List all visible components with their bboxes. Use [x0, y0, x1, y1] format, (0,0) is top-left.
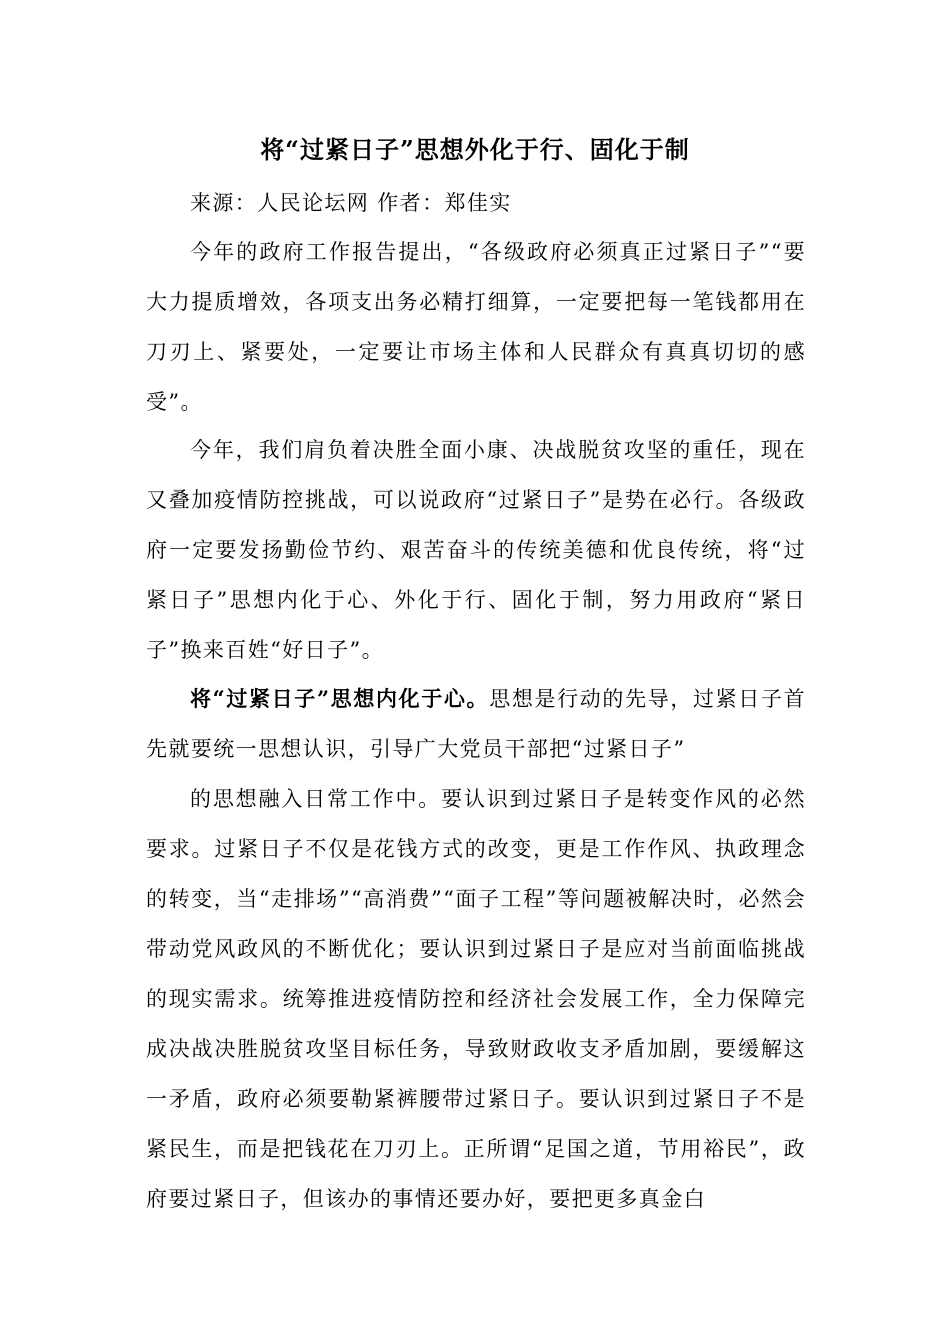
paragraph-3 — [146, 674, 806, 774]
paragraph-2 — [146, 425, 806, 675]
paragraph-2-text: 今年，我们肩负着决胜全面小康、决战脱贫攻坚的重任，现在又叠加疫情防控挑战，可以说政府“过紧日子”是势在必行。各级政府一定要发扬勤俭节约、艰苦奋斗的传统美德和优良传统，将“过紧日子”思想内化于心、外化于行、固化于制，努力用政府“紧日子”换来百姓“好日子”。 — [146, 438, 806, 662]
paragraph-4-text: 的思想融入日常工作中。要认识到过紧日子是转变作风的必然要求。过紧日子不仅是花钱方式的改变，更是工作作风、执政理念的转变，当“走排场”“高消费”“面子工程”等问题被解决时，必然会带动党风政风的不断优化；要认识到过紧日子是应对当前面临挑战的现实需求。统筹推进疫情防控和经济社会发展工作，全力保障完成决战决胜脱贫攻坚目标任务，导致财政收支矛盾加剧，要缓解这一矛盾，政府必须要勒紧裤腰带过紧日子。要认识到过紧日子不是紧民生，而是把钱花在刀刃上。正所谓“足国之道，节用裕民”，政府要过紧日子，但该办的事情还要办好，要把更多真金白 — [146, 787, 806, 1211]
document-title: 将“过紧日子”思想外化于行、固化于制 — [260, 135, 690, 164]
source-line: 来源：人民论坛网 作者：郑佳实 — [190, 191, 512, 215]
paragraph-1-text: 今年的政府工作报告提出，“各级政府必须真正过紧日子”“要大力提质增效，各项支出务必精打细算，一定要把每一笔钱都用在刀刃上、紧要处，一定要让市场主体和人民群众有真真切切的感受”。 — [146, 240, 806, 414]
paragraph-3-text: 思想是行动的先导，过紧日子首先就要统一思想认识，引导广大党员干部把“过紧日子” — [146, 687, 806, 761]
paragraph-1 — [146, 227, 806, 427]
paragraph-3-heading: 将“过紧日子”思想内化于心。 — [190, 686, 490, 711]
paragraph-4 — [146, 774, 806, 1224]
